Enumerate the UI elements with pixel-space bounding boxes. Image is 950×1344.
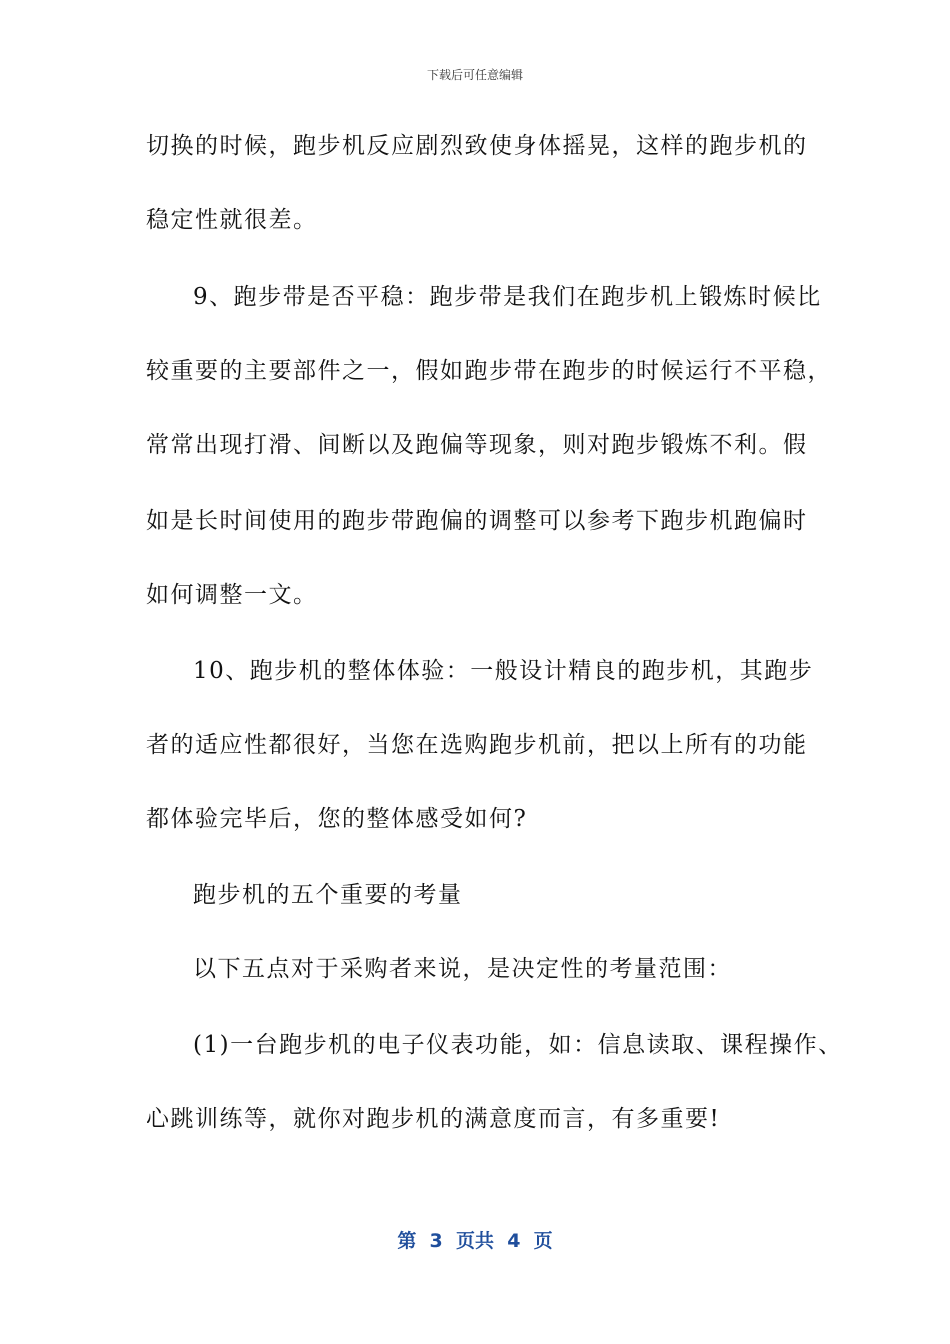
body-line: 都体验完毕后，您的整体感受如何? xyxy=(146,806,528,832)
section-heading: 跑步机的五个重要的考量 xyxy=(193,882,463,908)
body-line: 较重要的主要部件之一，假如跑步带在跑步的时候运行不平稳， xyxy=(146,358,832,384)
body-line: 者的适应性都很好，当您在选购跑步机前，把以上所有的功能 xyxy=(146,732,808,758)
body-line: 切换的时候，跑步机反应剧烈致使身体摇晃，这样的跑步机的 xyxy=(146,133,808,159)
body-line: 心跳训练等，就你对跑步机的满意度而言，有多重要! xyxy=(146,1106,721,1132)
page-header-note: 下载后可任意编辑 xyxy=(426,68,523,82)
paragraph-line: 9、跑步带是否平稳：跑步带是我们在跑步机上锻炼时候比 xyxy=(193,284,822,310)
page-number-footer: 第 3 页共 4 页 xyxy=(397,1230,553,1252)
paragraph-line: 以下五点对于采购者来说，是决定性的考量范围： xyxy=(193,956,732,982)
body-line: 如何调整一文。 xyxy=(146,582,318,608)
paragraph-line: (1)一台跑步机的电子仪表功能，如：信息读取、课程操作、 xyxy=(193,1032,843,1058)
body-line: 常常出现打滑、间断以及跑偏等现象，则对跑步锻炼不利。假 xyxy=(146,432,808,458)
paragraph-line: 10、跑步机的整体体验：一般设计精良的跑步机，其跑步 xyxy=(193,658,814,684)
body-line: 稳定性就很差。 xyxy=(146,207,318,233)
body-line: 如是长时间使用的跑步带跑偏的调整可以参考下跑步机跑偏时 xyxy=(146,508,808,534)
